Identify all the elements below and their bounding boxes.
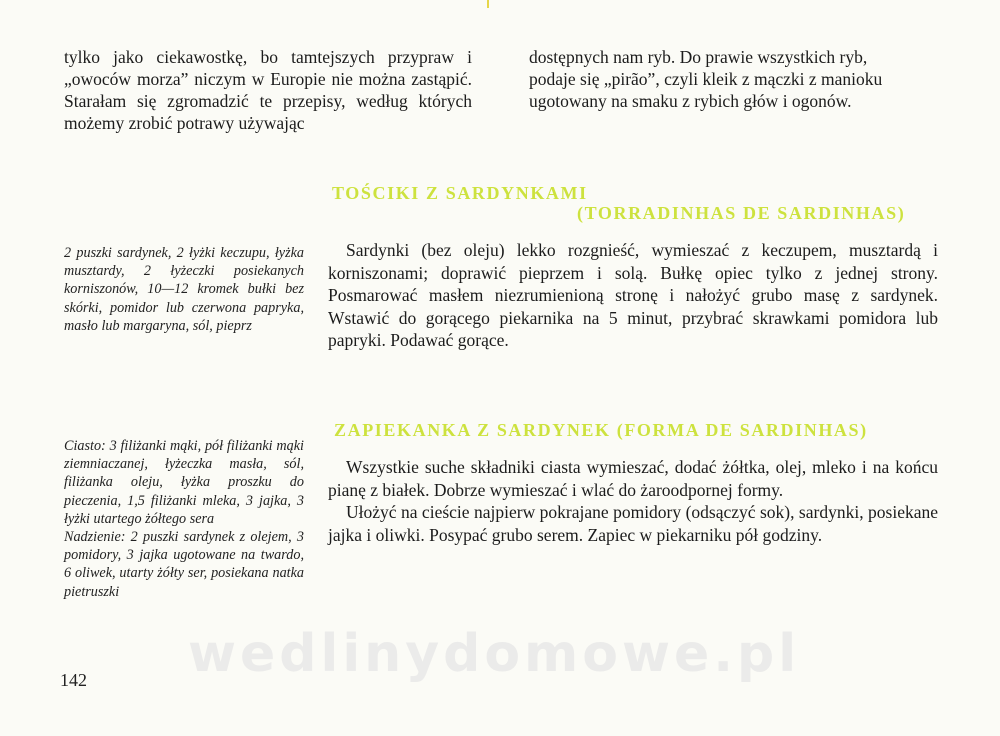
recipe1-subtitle: (TORRADINHAS DE SARDINHAS) [577, 203, 906, 223]
recipe1-ingredients [64, 244, 304, 335]
intro-left-column [64, 46, 472, 134]
recipe1-ingredients-text: 2 puszki sardynek, 2 łyżki keczupu, łyżka musztardy, 2 łyżeczki posiekanych korniszonów, 10—12 kromek bułki bez skórki, pomidor lub czerwona papryka, masło lub margaryna, sól, pieprz [64, 245, 304, 334]
recipe1-instructions-text: Sardynki (bez oleju) lekko rozgnieść, wymieszać z keczupem, musztardą i korniszonami; doprawić pieprzem i solą. Bułkę opiec tylko z jednej strony. Posmarować masłem niezrumienioną stronę i nałożyć grubo masę z sardynek. Wstawić do gorącego piekarnika na 5 minut, przybrać skrawkami pomidora lub papryki. Podawać gorące. [328, 240, 938, 350]
recipe2-instructions [328, 456, 938, 546]
intro-right-text: dostępnych nam ryb. Do prawie wszystkich ryb, podaje się „pirão”, czyli kleik z mączki z manioku ugotowany na smaku z rybich głów i ogonów. [529, 47, 883, 111]
intro-left-text: tylko jako ciekawostkę, bo tamtejszych przypraw i „owoców morza” niczym w Europie nie można zastąpić. Starałam się zgromadzić te przepisy, według których możemy zrobić potrawy używając [64, 47, 472, 133]
recipe2-ingredients-filling: Nadzienie: 2 puszki sardynek z olejem, 3 pomidory, 3 jajka ugotowane na twardo, 6 oliwek, utarty żółty ser, posiekana natka pietruszki [64, 529, 304, 600]
watermark: wedlinydomowe.pl [188, 624, 801, 684]
top-color-mark [487, 0, 489, 8]
intro-right-column [529, 46, 917, 112]
recipe2-instructions-p2: Ułożyć na cieście najpierw pokrajane pomidory (odsączyć sok), sardynki, posiekane jajka i oliwki. Posypać grubo serem. Zapiec w piekarniku pół godziny. [328, 502, 938, 545]
recipe2-instructions-p1: Wszystkie suche składniki ciasta wymieszać, dodać żółtka, olej, mleko i na końcu pianę z białek. Dobrze wymieszać i wlać do żaroodpornej formy. [328, 457, 938, 500]
recipe2-ingredients [64, 437, 304, 601]
recipe2-title: ZAPIEKANKA Z SARDYNEK (FORMA DE SARDINHAS) [334, 420, 868, 440]
page-number: 142 [60, 670, 87, 690]
recipe1-instructions [328, 239, 938, 352]
recipe1-title: TOŚCIKI Z SARDYNKAMI [332, 183, 588, 203]
recipe2-ingredients-dough: Ciasto: 3 filiżanki mąki, pół filiżanki mąki ziemniaczanej, łyżeczka masła, sól, filiżanka oleju, łyżka proszku do pieczenia, 1,5 filiżanki mleka, 3 jajka, 3 łyżki utartego żółtego sera [64, 438, 304, 527]
